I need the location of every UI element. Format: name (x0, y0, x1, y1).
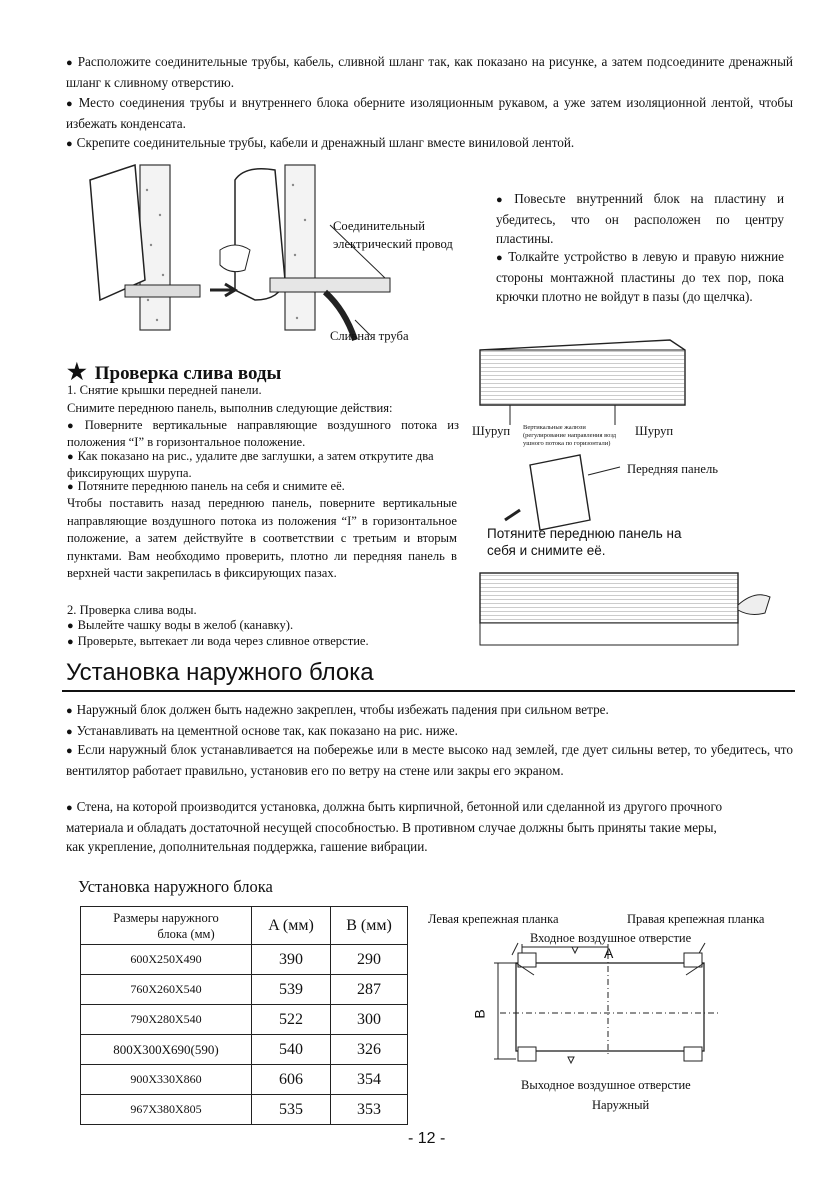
check-drain-bullet: ● Проверьте, вытекает ли вода через сливное отверстие. (67, 634, 369, 651)
front-panel-figure (470, 335, 790, 665)
push-arrow-icon (210, 284, 235, 296)
star-icon: ★ (67, 359, 87, 384)
screw-right-label: Шуруп (635, 424, 674, 438)
pull-panel-bullet: ● Потяните переднюю панель на себя и снимите её. (67, 479, 459, 496)
outdoor-bullet-4: ● Стена, на которой производится установка, должна быть кирпичной, бетонной или сделанной из другого прочного материала и обладать достаточной несущей способностью. В противном случае должны быть приняты такие меры, как укрепление, дополнительная поддержка, гашение вибрации. (66, 797, 726, 856)
pipe-bundle-left (125, 285, 200, 297)
header-b: B (мм) (331, 907, 408, 945)
table-row (81, 1035, 408, 1065)
cell-size: 790X280X540 (81, 1005, 252, 1035)
step1-label: 1. Снятие крышки передней панели. (67, 383, 262, 397)
indoor-unit-tilted (90, 165, 145, 300)
cell-b: 290 (331, 945, 408, 975)
right-bracket-label: Правая крепежная планка (627, 912, 765, 926)
cell-size: 760X260X540 (81, 975, 252, 1005)
wall-right (285, 165, 315, 330)
pour-water-bullet: ● Вылейте чашку воды в желоб (канавку). (67, 618, 293, 635)
pull-arrow-icon (505, 510, 520, 520)
cell-b: 300 (331, 1005, 408, 1035)
pull-panel-caption: Потяните переднюю панель на себя и снимите её. (487, 526, 682, 558)
cell-size: 900X330X860 (81, 1065, 252, 1095)
cell-size: 800X300X690(590) (81, 1035, 252, 1065)
table-row (81, 975, 408, 1005)
drain-tray (480, 623, 738, 645)
outdoor-bullet-2: ● Устанавливать на цементной основе так, как показано на рис. ниже. (66, 721, 793, 742)
left-bracket-label: Левая крепежная планка (428, 912, 559, 926)
hand-illustration (220, 245, 250, 272)
inlet-arrow-icon (572, 947, 578, 953)
outdoor-title: Установка наружного блока (66, 659, 374, 686)
outdoor-bullet-3: ● Если наружный блок устанавливается на побережье или в месте высоко над землей, где дует сильны ветер, то убедитесь, что вентилятор работает правильно, установив его по ветру на стене или закры его экраном. (66, 740, 793, 780)
outdoor-unit-body (516, 963, 704, 1051)
indoor-piping-figure (85, 160, 485, 350)
reinstall-paragraph: Чтобы поставить назад переднюю панель, поверните вертикальные направляющие воздушного потока из положения “I” в горизонтальное положение, а затем действуйте в соответствии с третьим и вторым пунктами. Вам необходимо проверить, плотно ли передняя панель в верхней части закрепилась в фиксирующих пазах. (67, 496, 457, 581)
front-panel-label: Передняя панель (627, 462, 718, 476)
right-bracket-bottom (684, 1047, 702, 1061)
cable-label-2: электрический провод (333, 237, 453, 251)
table-row (81, 1005, 408, 1035)
outdoor-label: Наружный (592, 1098, 650, 1112)
table-row (81, 1065, 408, 1095)
louver-label: Вертикальные жалюзи (регулирование направления возд ушного потока по горизонтали) (523, 424, 617, 447)
wall-left (140, 165, 170, 330)
table-row (81, 1095, 408, 1125)
open-unit (480, 573, 738, 623)
front-grille (480, 350, 685, 405)
front-panel-leader (588, 467, 620, 475)
outdoor-bullet-1: ● Наружный блок должен быть надежно закреплен, чтобы избежать падения при сильном ветре. (66, 700, 793, 721)
cell-b: 353 (331, 1095, 408, 1125)
left-bracket-top (518, 953, 536, 967)
drain-check-heading: ★ Проверка слива воды (67, 359, 282, 384)
outlet-label: Выходное воздушное отверстие (521, 1078, 691, 1092)
dimension-a-label: A (604, 945, 614, 961)
cable-label-1: Соединительный (333, 219, 425, 233)
cell-a: 390 (252, 945, 331, 975)
dimension-b-label: B (471, 1009, 488, 1019)
cell-b: 287 (331, 975, 408, 1005)
page-number: - 12 - (408, 1130, 446, 1147)
screw-left-label: Шуруп (472, 424, 511, 438)
outlet-arrow-icon (568, 1057, 574, 1063)
drain-pipe-label: Сливная труба (330, 329, 409, 343)
cell-a: 539 (252, 975, 331, 1005)
dimensions-table (80, 906, 408, 1125)
step2-label: 2. Проверка слива воды. (67, 603, 197, 617)
header-size: Размеры наружного блока (мм) (81, 907, 252, 945)
cell-a: 540 (252, 1035, 331, 1065)
cell-size: 600X250X490 (81, 945, 252, 975)
louver-bullet: ● Поверните вертикальные направляющие воздушного потока из положения “I” в горизонтальное положение. (67, 418, 459, 450)
cell-a: 522 (252, 1005, 331, 1035)
inlet-label: Входное воздушное отверстие (530, 931, 692, 945)
right-bracket-top (684, 953, 702, 967)
header-a: A (мм) (252, 907, 331, 945)
cell-a: 535 (252, 1095, 331, 1125)
water-cup (738, 595, 770, 615)
left-bracket-leader (512, 943, 518, 955)
intro-bullet-3: ● Скрепите соединительные трубы, кабели и дренажный шланг вместе виниловой лентой. (66, 133, 793, 154)
push-unit-bullet: ● Толкайте устройство в левую и правую нижние стороны монтажной пластины до тех пор, пока крючки плотно не войдут в пазы (до щелчка). (496, 247, 784, 306)
connecting-pipe (270, 278, 390, 292)
outdoor-subtitle: Установка наружного блока (78, 877, 273, 896)
cell-size: 967X380X805 (81, 1095, 252, 1125)
screw-bullet: ● Как показано на рис., удалите две заглушки, а затем открутите два фиксирующих шурупа. (67, 449, 459, 481)
cell-b: 354 (331, 1065, 408, 1095)
cell-a: 606 (252, 1065, 331, 1095)
step1-intro: Снимите переднюю панель, выполнив следующие действия: (67, 401, 393, 415)
intro-bullet-2: ● Место соединения трубы и внутреннего блока оберните изоляционным рукавом, а уже затем изоляционной лентой, чтобы избежать конденсата. (66, 93, 793, 133)
front-panel-sketch (530, 455, 590, 530)
left-bracket-bottom (518, 1047, 536, 1061)
hang-unit-bullet: ● Повесьте внутренний блок на пластину и убедитесь, что он расположен по центру пластины. (496, 189, 784, 248)
table-row (81, 945, 408, 975)
section-divider (62, 690, 795, 692)
cell-b: 326 (331, 1035, 408, 1065)
intro-bullet-1: ● Расположите соединительные трубы, кабель, сливной шланг так, как показано на рисунке, а затем подсоедините дренажный шланг к сливному отверстию. (66, 52, 793, 92)
